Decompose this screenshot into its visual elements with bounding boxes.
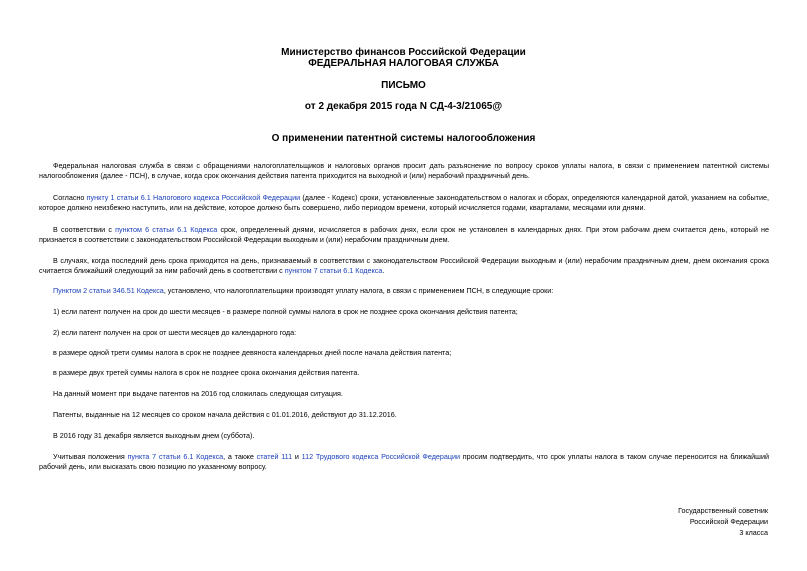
ministry-title: Министерство финансов Российской Федерации [281, 47, 526, 58]
paragraph-8: в размере одной трети суммы налога в срок не позднее девяноста календарных дней после начала действия патента; [53, 348, 452, 357]
paragraph-3 [39, 225, 769, 245]
paragraph-12: В 2016 году 31 декабря является выходным днем (суббота). [53, 431, 255, 440]
paragraph-7: 2) если патент получен на срок от шести месяцев до календарного года: [53, 328, 297, 337]
signature-line-1: Государственный советник [678, 506, 768, 515]
document-type: ПИСЬМО [381, 80, 426, 91]
link-art-346-51-p2[interactable]: Пунктом 2 статьи 346.51 Кодекса [53, 286, 164, 295]
service-title: ФЕДЕРАЛЬНАЯ НАЛОГОВАЯ СЛУЖБА [308, 58, 499, 69]
signature-line-3: 3 класса [739, 528, 768, 537]
paragraph-13-text-mid-2: и [292, 452, 302, 461]
paragraph-13 [39, 452, 769, 472]
paragraph-13-text-start: Учитывая положения [53, 452, 128, 461]
link-labor-code-art-111[interactable]: статей 111 [256, 452, 293, 461]
paragraph-13-text-mid-1: , а также [223, 452, 257, 461]
paragraph-2-text-start: Согласно [53, 193, 87, 202]
paragraph-4-text-end: . [382, 266, 385, 275]
paragraph-3-text-end: срок, определенный днями, исчисляется в рабочих днях, если срок не установлен в календарных днях. При этом рабочим днем считается день, который не признается в соответствии с законодательством Российской Федерации выходным и (или) нерабочим праздничным днем. [39, 225, 769, 244]
paragraph-10: На данный момент при выдаче патентов на 2016 год сложилась следующая ситуация. [53, 389, 343, 398]
paragraph-11: Патенты, выданные на 12 месяцев со сроком начала действия с 01.01.2016, действуют до 31.12.2016. [53, 410, 397, 419]
signature-block [678, 505, 768, 538]
link-art-6-1-p7-second[interactable]: пункта 7 статьи 6.1 Кодекса [127, 452, 224, 461]
paragraph-4-text-start: В случаях, когда последний день срока приходится на день, признаваемый в соответствии с законодательством Российской Федерации выходным и (или) нерабочим праздничным днем, днем окончания срока считается ближайший следующий за ним рабочий день в соответствии с [39, 256, 769, 275]
paragraph-13-text-end: просим подтвердить, что срок уплаты налога в таком случае переносится на ближайший рабочий день, или высказать свою позицию по указанному вопросу. [39, 452, 769, 471]
link-art-6-1-p6[interactable]: пунктом 6 статьи 6.1 Кодекса [115, 225, 218, 234]
signature-line-2: Российской Федерации [689, 517, 768, 526]
paragraph-1: Федеральная налоговая служба в связи с обращениями налогоплательщиков и налоговых органов просит дать разъяснение по вопросу сроков уплаты налога, в связи с применением патентной системы налогообложения (далее - ПСН), в случае, когда срок окончания действия патента приходится на выходной и (или) нерабочий праздничный день. [39, 161, 769, 180]
paragraph-2-text-end: (далее - Кодекс) сроки, установленные законодательством о налогах и сборах, определяются календарной датой, указанием на событие, которое должно неизбежно наступить, или на действие, которое должно быть совершено, либо периодом времени, который исчисляется годами, кварталами, месяцами или днями. [39, 193, 769, 212]
paragraph-6: 1) если патент получен на срок до шести месяцев - в размере полной суммы налога в срок не позднее срока окончания действия патента; [53, 307, 518, 316]
paragraph-9: в размере двух третей суммы налога в срок не позднее срока окончания действия патента. [53, 368, 360, 377]
link-art-6-1-p7[interactable]: пунктом 7 статьи 6.1 Кодекса [284, 266, 383, 275]
paragraph-5-text: , установлено, что налогоплательщики производят уплату налога, в связи с применением ПСН, в следующие сроки: [163, 286, 554, 295]
document-subject: О применении патентной системы налогообложения [271, 133, 536, 144]
link-tax-code-art-6-1-p1[interactable]: пункту 1 статьи 6.1 Налогового кодекса Российской Федерации [86, 193, 301, 202]
document-date-number: от 2 декабря 2015 года N СД-4-3/21065@ [304, 101, 503, 112]
paragraph-4 [39, 256, 769, 276]
paragraph-3-text-start: В соответствии с [53, 225, 116, 234]
paragraph-5 [39, 286, 769, 296]
link-labor-code-art-112[interactable]: 112 Трудового кодекса Российской Федерации [301, 452, 461, 461]
paragraph-2 [39, 193, 769, 213]
